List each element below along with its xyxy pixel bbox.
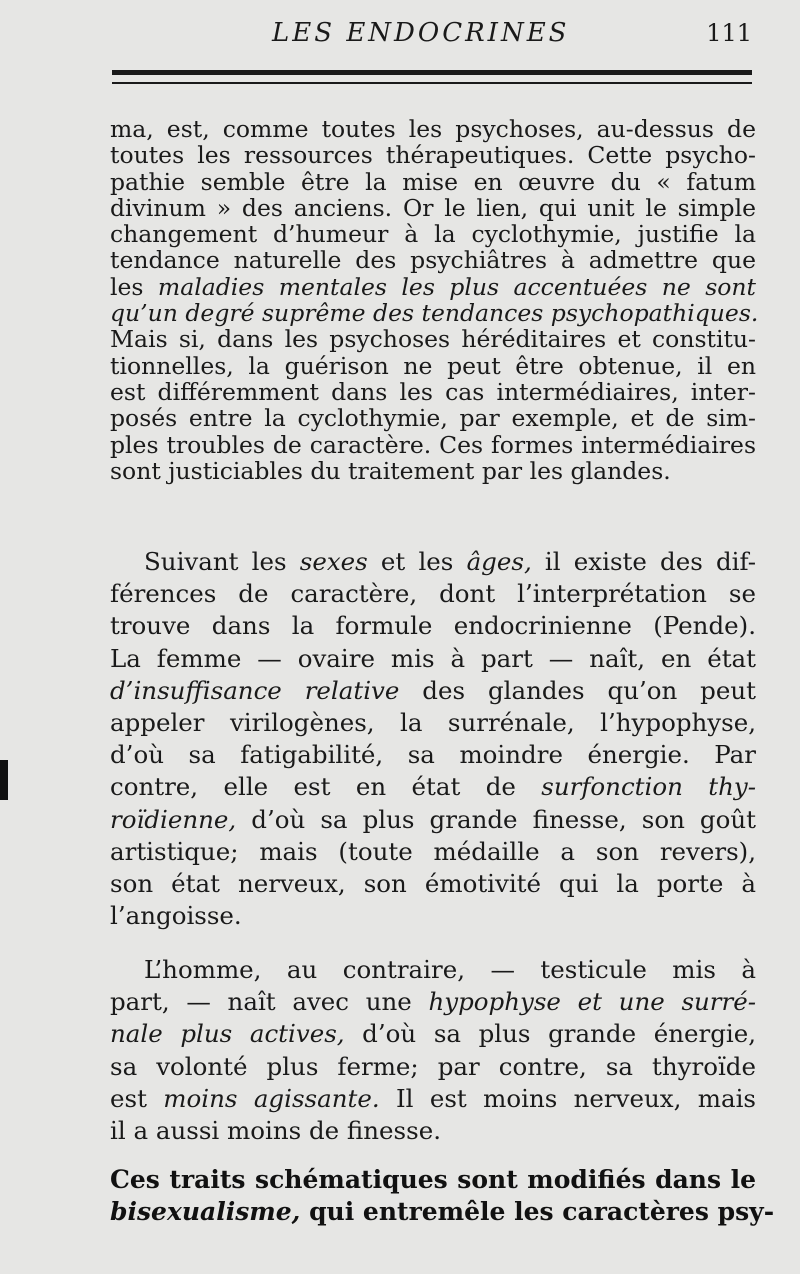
italic-run: bisexualisme,: [110, 1197, 301, 1226]
text-line: [110, 1083, 756, 1115]
text-line: [110, 643, 756, 675]
running-title: LES ENDOCRINES: [272, 18, 570, 48]
text-line: [110, 1115, 756, 1147]
text-line: [110, 578, 756, 610]
header-rule-thick: [112, 70, 752, 75]
text-line: [110, 169, 756, 195]
text-line: [110, 1196, 775, 1228]
text-line: [110, 836, 756, 868]
text-run: tionnelles, la guérison ne peut être obtenue, il en: [110, 351, 756, 380]
text-run: son état nerveux, son émotivité qui la porte à: [110, 869, 756, 899]
italic-run: qu’un degré suprême des tendances psychopathiques.: [110, 299, 759, 328]
text-line: [110, 195, 756, 221]
text-line: [110, 675, 756, 707]
page-edge-mark: [0, 760, 8, 800]
text-run: est: [110, 1083, 164, 1113]
italic-run: nale plus actives,: [110, 1019, 345, 1049]
text-run: d’où sa fatigabilité, sa moindre énergie. Par: [110, 740, 756, 770]
paragraph-4: [110, 1164, 775, 1228]
paragraph-2: [110, 546, 756, 932]
text-line: [110, 221, 756, 247]
text-line: [110, 116, 756, 142]
italic-run: surfonction thy-: [541, 772, 757, 802]
text-line: [110, 771, 756, 803]
text-run: ma, est, comme toutes les psychoses, au-dessus de: [110, 115, 756, 143]
text-line: [110, 1051, 756, 1083]
text-run: changement d’humeur à la cyclothymie, justifie la: [110, 220, 756, 249]
text-run: il existe des dif-: [531, 547, 756, 576]
text-run: Il est moins nerveux, mais: [379, 1083, 756, 1113]
text-run: pathie semble être la mise en œuvre du « fatum: [110, 167, 756, 196]
header-rule-thin: [112, 82, 752, 84]
text-line: [110, 868, 756, 900]
text-run: L’homme, au contraire, — testicule mis à: [144, 955, 756, 984]
page-number: 111: [706, 19, 752, 47]
text-run: d’où sa plus grande énergie,: [344, 1019, 756, 1049]
text-line: [110, 458, 756, 484]
text-run: posés entre la cyclothymie, par exemple, et de sim-: [110, 404, 756, 433]
text-line: [110, 247, 756, 273]
text-run: sont justiciables du traitement par les glandes.: [110, 456, 671, 485]
italic-run: d’insuffisance relative: [110, 675, 400, 705]
text-run: Ces traits schématiques sont modifiés dans le: [110, 1165, 756, 1194]
text-run: artistique; mais (toute médaille a son revers),: [110, 836, 756, 866]
text-line: [110, 405, 756, 431]
text-line: [110, 707, 756, 739]
text-line: [110, 1164, 756, 1196]
text-line: [110, 274, 756, 300]
text-run: appeler virilogènes, la surrénale, l’hypophyse,: [110, 708, 756, 738]
text-line: [110, 954, 756, 986]
text-line: [110, 1018, 756, 1050]
text-line: [110, 432, 756, 458]
text-run: ples troubles de caractère. Ces formes intermédiaires: [110, 430, 756, 459]
text-run: trouve dans la formule endocrinienne (Pende).: [110, 611, 756, 641]
text-run: est différemment dans les cas intermédiaires, inter-: [110, 377, 756, 406]
text-line: [110, 299, 759, 328]
text-run: qui entremêle les caractères psy-: [300, 1197, 775, 1226]
text-line: [110, 739, 756, 771]
text-line: [110, 353, 756, 379]
text-run: des glandes qu’on peut: [399, 675, 756, 705]
text-run: et les: [367, 547, 467, 576]
text-run: part, — naît avec une: [110, 987, 429, 1017]
text-run: férences de caractère, dont l’interprétation se: [110, 579, 756, 609]
text-run: divinum » des anciens. Or le lien, qui unit le simple: [110, 193, 756, 222]
text-line: [110, 379, 756, 405]
text-line: [110, 986, 756, 1018]
text-line: [110, 900, 756, 932]
italic-run: hypophyse et une surré-: [428, 987, 756, 1017]
text-line: [110, 326, 756, 352]
italic-run: moins agissante.: [163, 1083, 380, 1113]
paragraph-3: [110, 954, 756, 1147]
text-run: Mais si, dans les psychoses héréditaires et constitu-: [110, 325, 756, 354]
text-run: La femme — ovaire mis à part — naît, en état: [110, 643, 756, 673]
text-line: [110, 546, 756, 578]
paragraph-1: [110, 115, 759, 485]
italic-run: maladies mentales les plus accentuées ne sont: [157, 272, 757, 301]
text-run: il a aussi moins de finesse.: [110, 1116, 441, 1146]
text-line: [110, 142, 756, 168]
text-run: d’où sa plus grande finesse, son goût: [236, 804, 756, 834]
text-run: sa volonté plus ferme; par contre, sa thyroïde: [110, 1051, 756, 1081]
text-run: toutes les ressources thérapeutiques. Cette psycho-: [110, 141, 756, 170]
italic-run: roïdienne,: [110, 804, 237, 834]
text-run: les: [110, 272, 158, 301]
italic-run: âges,: [466, 547, 532, 576]
text-line: [110, 610, 756, 642]
text-run: l’angoisse.: [110, 901, 242, 931]
text-run: Suivant les: [144, 547, 300, 576]
italic-run: sexes: [299, 547, 368, 576]
text-line: [110, 804, 756, 836]
running-header: [112, 18, 752, 54]
text-run: tendance naturelle des psychiâtres à admettre que: [110, 246, 756, 275]
text-run: contre, elle est en état de: [110, 772, 542, 802]
